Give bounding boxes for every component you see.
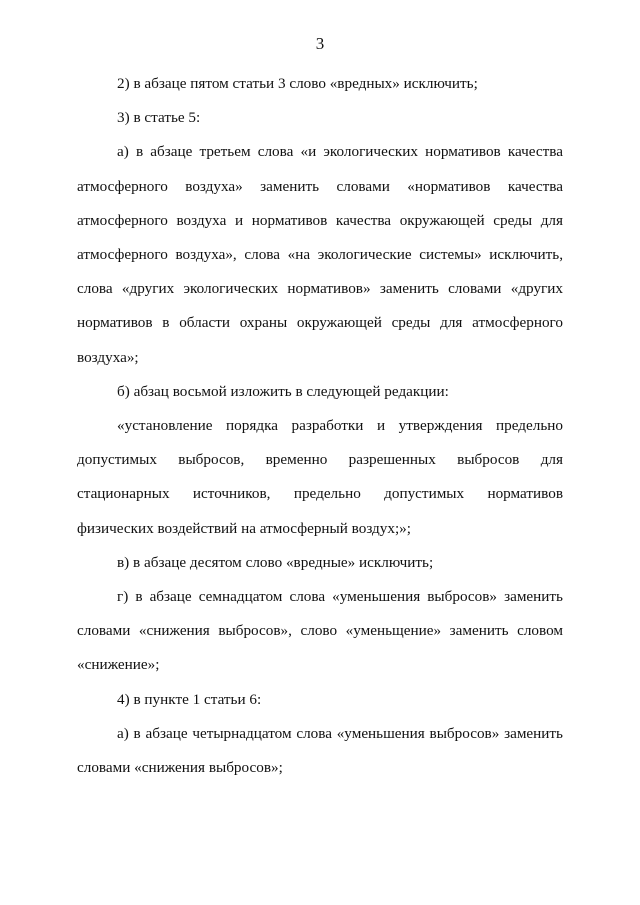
paragraph: 2) в абзаце пятом статьи 3 слово «вредных» исключить; [117, 75, 478, 92]
paragraph: г) в абзаце семнадцатом слова «уменьшения выбросов» заменить словами «снижения выбросов», слово «уменьщение» заменить словом «снижение»; [77, 588, 563, 674]
page-number: 3 [315, 34, 325, 53]
paragraph: 4) в пункте 1 статьи 6: [117, 690, 262, 708]
paragraph: в) в абзаце десятом слово «вредные» исключить; [117, 553, 434, 571]
document-body [77, 67, 563, 785]
paragraph: а) в абзаце четырнадцатом слова «уменьшения выбросов» заменить словами «снижения выбросов»; [77, 724, 563, 777]
paragraph: б) абзац восьмой изложить в следующей редакции: [117, 382, 449, 400]
paragraph: а) в абзаце третьем слова «и экологических нормативов качества атмосферного воздуха» заменить словами «нормативов качества атмосферного воздуха и нормативов качества окружающей среды для атмосферного воздуха», слова «на экологические системы» исключить, слова «других экологических нормативов» заменить словами «других нормативов в области охраны окружающей среды для атмосферного воздуха»; [77, 143, 563, 366]
paragraph: 3) в статье 5: [117, 109, 201, 127]
paragraph: «установление порядка разработки и утверждения предельно допустимых выбросов, временно разрешенных выбросов для стационарных источников, предельно допустимых нормативов физических воздействий на атмосферный воздух;»; [77, 417, 563, 537]
